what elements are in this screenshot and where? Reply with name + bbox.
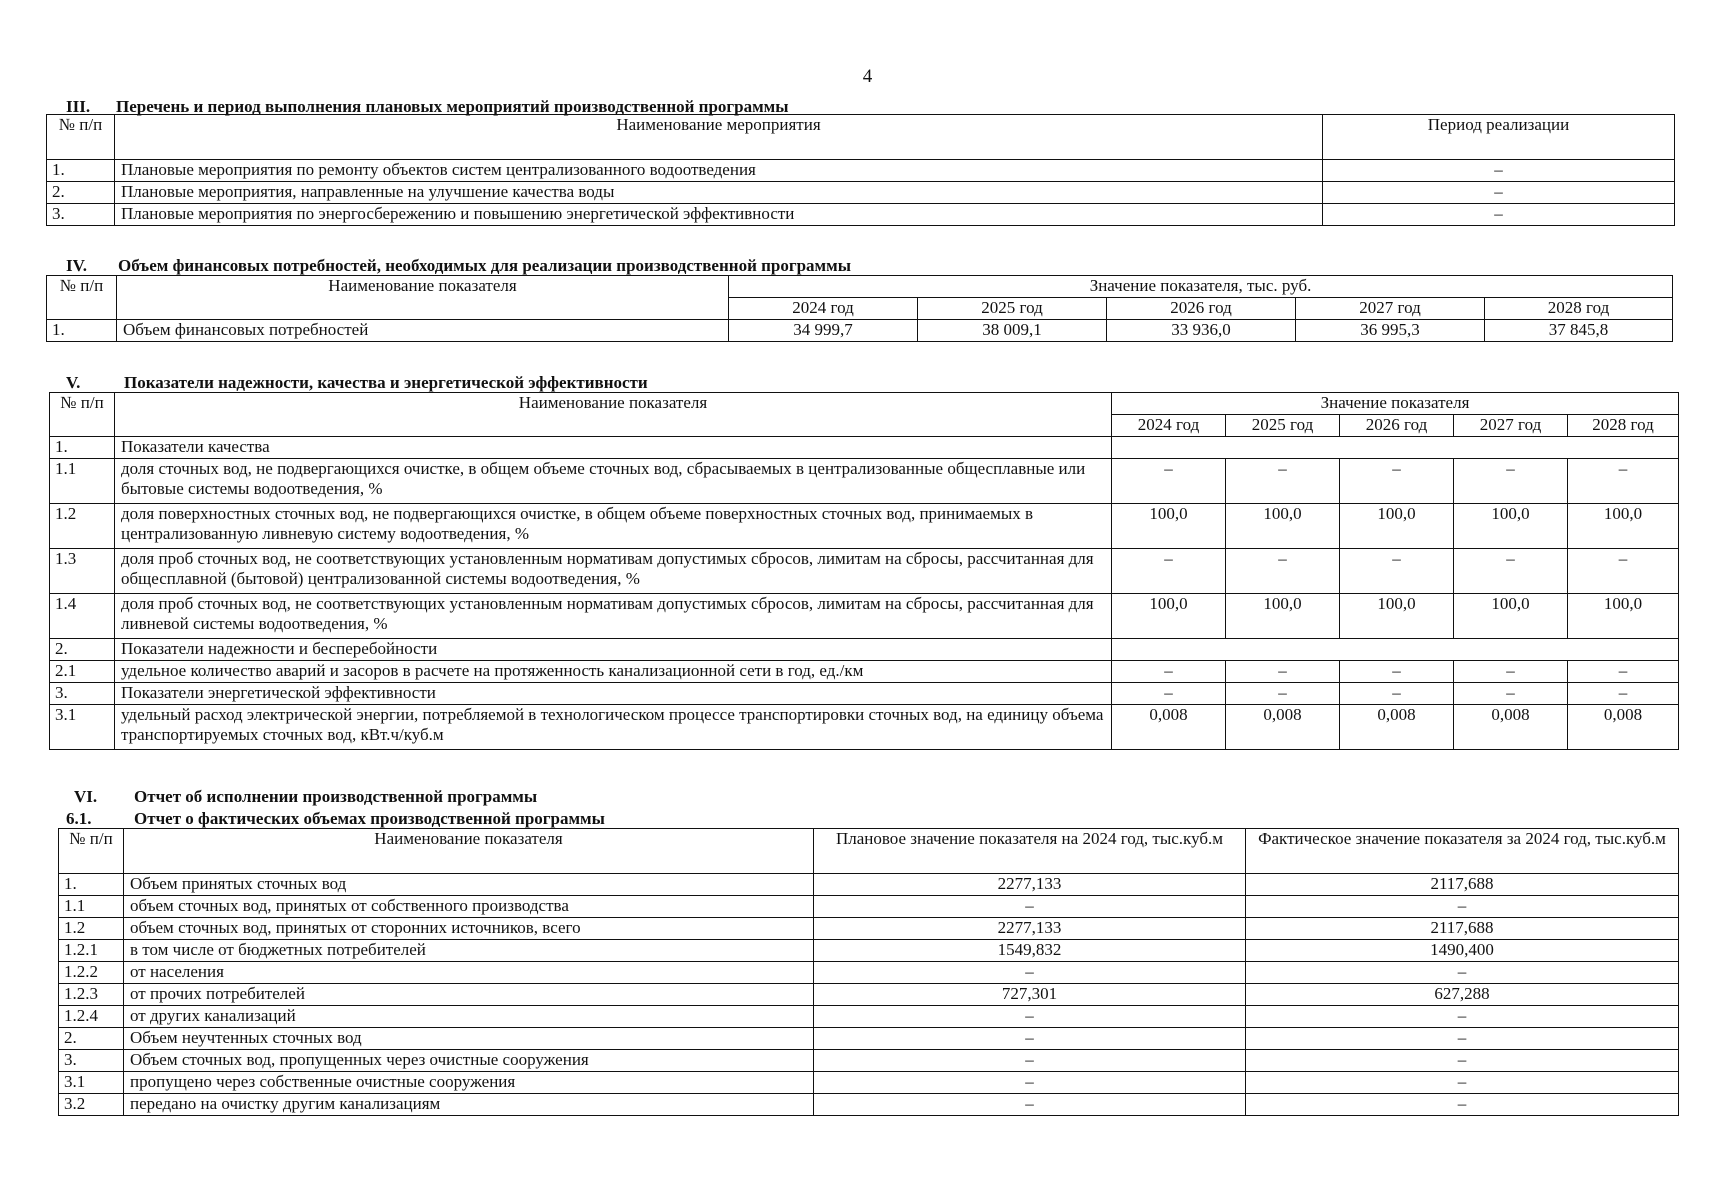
row-value: 100,0 (1226, 504, 1340, 549)
header-value: Значение показателя, тыс. руб. (729, 276, 1673, 298)
row-value: 36 995,3 (1296, 320, 1485, 342)
row-name: в том числе от бюджетных потребителей (124, 940, 814, 962)
section-6-1-heading (66, 809, 605, 829)
row-value: – (1340, 459, 1454, 504)
row-no: 1. (59, 874, 124, 896)
row-value: – (1454, 661, 1568, 683)
row-value: – (1340, 549, 1454, 594)
header-no: № п/п (59, 829, 124, 874)
row-name: от других канализаций (124, 1006, 814, 1028)
row-name: объем сточных вод, принятых от собственного производства (124, 896, 814, 918)
row-fact: – (1246, 1006, 1679, 1028)
row-value: 38 009,1 (918, 320, 1107, 342)
row-name: доля проб сточных вод, не соответствующих установленным нормативам допустимых сбросов, лимитам на сбросы, рассчитанная для ливневой системы водоотведения, % (115, 594, 1112, 639)
row-no: 1.4 (50, 594, 115, 639)
row-value: – (1226, 549, 1340, 594)
row-no: 3. (59, 1050, 124, 1072)
row-value: 100,0 (1568, 504, 1679, 549)
row-name: Плановые мероприятия по ремонту объектов систем централизованного водоотведения (115, 160, 1323, 182)
row-value: – (1568, 683, 1679, 705)
table-row (50, 661, 1679, 683)
row-name: Объем финансовых потребностей (117, 320, 729, 342)
row-value: – (1454, 683, 1568, 705)
row-no: 2. (59, 1028, 124, 1050)
row-plan: 2277,133 (814, 874, 1246, 896)
row-value: – (1340, 661, 1454, 683)
header-year: 2028 год (1485, 298, 1673, 320)
row-no: 1.2.1 (59, 940, 124, 962)
header-period: Период реализации (1323, 115, 1675, 160)
table-row (50, 594, 1679, 639)
table-row (47, 182, 1675, 204)
header-name: Наименование показателя (115, 393, 1112, 437)
header-year: 2025 год (1226, 415, 1340, 437)
row-value: – (1568, 549, 1679, 594)
row-value: – (1112, 661, 1226, 683)
table-row (50, 549, 1679, 594)
row-no: 3.1 (59, 1072, 124, 1094)
row-no: 2. (50, 639, 115, 661)
table-row (59, 1028, 1679, 1050)
row-name: удельное количество аварий и засоров в расчете на протяженность канализационной сети в год, ед./км (115, 661, 1112, 683)
row-plan: 2277,133 (814, 918, 1246, 940)
section-4-number: IV. (66, 256, 87, 275)
row-name: удельный расход электрической энергии, потребляемой в технологическом процессе транспортировки сточных вод, на единицу объема транспортируемых сточных вод, кВт.ч/куб.м (115, 705, 1112, 750)
table-row (59, 918, 1679, 940)
table-row (50, 459, 1679, 504)
row-plan: – (814, 1094, 1246, 1116)
row-value: – (1568, 661, 1679, 683)
row-value: 100,0 (1568, 594, 1679, 639)
row-fact: – (1246, 896, 1679, 918)
row-no: 1.2 (50, 504, 115, 549)
header-year: 2027 год (1296, 298, 1485, 320)
table-row (47, 320, 1673, 342)
row-no: 1.1 (59, 896, 124, 918)
row-fact: – (1246, 1094, 1679, 1116)
section-5-table (49, 392, 1679, 750)
row-value: 100,0 (1454, 594, 1568, 639)
row-no: 1. (50, 437, 115, 459)
row-value: 100,0 (1112, 594, 1226, 639)
section-6-heading (74, 787, 537, 807)
header-name: Наименование мероприятия (115, 115, 1323, 160)
header-year: 2024 год (1112, 415, 1226, 437)
section-6-1-number: 6.1. (66, 809, 92, 828)
header-no: № п/п (47, 276, 117, 320)
row-value: 0,008 (1568, 705, 1679, 750)
table-row (47, 204, 1675, 226)
row-value: – (1226, 459, 1340, 504)
header-plan: Плановое значение показателя на 2024 год, тыс.куб.м (814, 829, 1246, 874)
page-number: 4 (862, 66, 873, 87)
row-plan: – (814, 1028, 1246, 1050)
row-value: – (1568, 459, 1679, 504)
row-value: – (1454, 549, 1568, 594)
row-value: 33 936,0 (1107, 320, 1296, 342)
section-6-table (58, 828, 1679, 1116)
row-name: объем сточных вод, принятых от сторонних источников, всего (124, 918, 814, 940)
table-row (50, 437, 1679, 459)
row-fact: – (1246, 1072, 1679, 1094)
row-no: 1.2.2 (59, 962, 124, 984)
row-value: – (1340, 683, 1454, 705)
row-value: – (1226, 683, 1340, 705)
row-value: – (1454, 459, 1568, 504)
row-name: пропущено через собственные очистные сооружения (124, 1072, 814, 1094)
row-no: 3.2 (59, 1094, 124, 1116)
row-period: – (1323, 204, 1675, 226)
row-no: 1.3 (50, 549, 115, 594)
row-plan: – (814, 962, 1246, 984)
row-value: 100,0 (1112, 504, 1226, 549)
table-row (59, 1072, 1679, 1094)
row-plan: – (814, 1006, 1246, 1028)
row-plan: 1549,832 (814, 940, 1246, 962)
header-name: Наименование показателя (124, 829, 814, 874)
row-value: – (1226, 661, 1340, 683)
row-name: передано на очистку другим канализациям (124, 1094, 814, 1116)
row-no: 3. (47, 204, 115, 226)
section-5-heading (66, 373, 648, 393)
header-value: Значение показателя (1112, 393, 1679, 415)
row-name: от населения (124, 962, 814, 984)
row-no: 1.1 (50, 459, 115, 504)
row-name: Объем неучтенных сточных вод (124, 1028, 814, 1050)
row-value-empty (1112, 437, 1679, 459)
row-fact: – (1246, 1050, 1679, 1072)
row-fact: 1490,400 (1246, 940, 1679, 962)
row-plan: – (814, 896, 1246, 918)
row-name: Показатели качества (115, 437, 1112, 459)
row-name: Объем сточных вод, пропущенных через очистные сооружения (124, 1050, 814, 1072)
section-3-table (46, 114, 1675, 226)
section-5-title: Показатели надежности, качества и энергетической эффективности (124, 373, 648, 392)
table-row (59, 1094, 1679, 1116)
row-name: доля проб сточных вод, не соответствующих установленным нормативам допустимых сбросов, лимитам на сбросы, рассчитанная для общесплавной (бытовой) централизованной системы водоотведения, % (115, 549, 1112, 594)
row-name: Плановые мероприятия, направленные на улучшение качества воды (115, 182, 1323, 204)
header-no: № п/п (47, 115, 115, 160)
section-4-title: Объем финансовых потребностей, необходимых для реализации производственной программы (118, 256, 851, 275)
row-value: 100,0 (1340, 504, 1454, 549)
table-row (47, 160, 1675, 182)
section-3-title: Перечень и период выполнения плановых мероприятий производственной программы (116, 97, 789, 116)
row-value: – (1112, 683, 1226, 705)
section-5-number: V. (66, 373, 81, 392)
section-6-number: VI. (74, 787, 98, 806)
row-fact: 2117,688 (1246, 918, 1679, 940)
table-row (59, 940, 1679, 962)
row-value: – (1112, 459, 1226, 504)
table-row (59, 1050, 1679, 1072)
header-year: 2026 год (1107, 298, 1296, 320)
row-name: от прочих потребителей (124, 984, 814, 1006)
table-row (50, 639, 1679, 661)
row-value: 0,008 (1226, 705, 1340, 750)
row-fact: 2117,688 (1246, 874, 1679, 896)
row-name: Плановые мероприятия по энергосбережению и повышению энергетической эффективности (115, 204, 1323, 226)
header-year: 2025 год (918, 298, 1107, 320)
section-3-number: III. (66, 97, 91, 116)
row-no: 3. (50, 683, 115, 705)
row-value: 37 845,8 (1485, 320, 1673, 342)
table-row (50, 705, 1679, 750)
table-row (59, 874, 1679, 896)
section-4-heading (66, 256, 851, 276)
row-value-empty (1112, 639, 1679, 661)
row-no: 1. (47, 160, 115, 182)
header-year: 2026 год (1340, 415, 1454, 437)
row-value: 0,008 (1340, 705, 1454, 750)
table-row (59, 984, 1679, 1006)
header-year: 2027 год (1454, 415, 1568, 437)
row-value: 0,008 (1112, 705, 1226, 750)
row-name: доля поверхностных сточных вод, не подвергающихся очистке, в общем объеме поверхностных сточных вод, принимаемых в централизованную ливневую систему водоотведения, % (115, 504, 1112, 549)
row-no: 3.1 (50, 705, 115, 750)
header-no: № п/п (50, 393, 115, 437)
row-period: – (1323, 160, 1675, 182)
row-fact: – (1246, 1028, 1679, 1050)
row-name: Показатели надежности и бесперебойности (115, 639, 1112, 661)
row-fact: 627,288 (1246, 984, 1679, 1006)
row-name: доля сточных вод, не подвергающихся очистке, в общем объеме сточных вод, сбрасываемых в централизованные общесплавные или бытовые системы водоотведения, % (115, 459, 1112, 504)
row-value: 100,0 (1340, 594, 1454, 639)
header-name: Наименование показателя (117, 276, 729, 320)
row-no: 1. (47, 320, 117, 342)
row-no: 1.2 (59, 918, 124, 940)
row-plan: – (814, 1072, 1246, 1094)
section-6-1-title: Отчет о фактических объемах производственной программы (134, 809, 605, 828)
section-4-table (46, 275, 1673, 342)
row-name: Показатели энергетической эффективности (115, 683, 1112, 705)
table-row (50, 504, 1679, 549)
table-row (59, 962, 1679, 984)
row-value: 34 999,7 (729, 320, 918, 342)
row-no: 2.1 (50, 661, 115, 683)
row-no: 1.2.3 (59, 984, 124, 1006)
header-fact: Фактическое значение показателя за 2024 год, тыс.куб.м (1246, 829, 1679, 874)
table-row (59, 896, 1679, 918)
header-year: 2024 год (729, 298, 918, 320)
table-row (50, 683, 1679, 705)
row-value: – (1112, 549, 1226, 594)
section-6-title: Отчет об исполнении производственной программы (134, 787, 538, 806)
row-no: 1.2.4 (59, 1006, 124, 1028)
table-row (59, 1006, 1679, 1028)
row-value: 100,0 (1226, 594, 1340, 639)
header-year: 2028 год (1568, 415, 1679, 437)
row-period: – (1323, 182, 1675, 204)
row-plan: – (814, 1050, 1246, 1072)
row-value: 100,0 (1454, 504, 1568, 549)
row-no: 2. (47, 182, 115, 204)
row-fact: – (1246, 962, 1679, 984)
row-value: 0,008 (1454, 705, 1568, 750)
row-plan: 727,301 (814, 984, 1246, 1006)
row-name: Объем принятых сточных вод (124, 874, 814, 896)
